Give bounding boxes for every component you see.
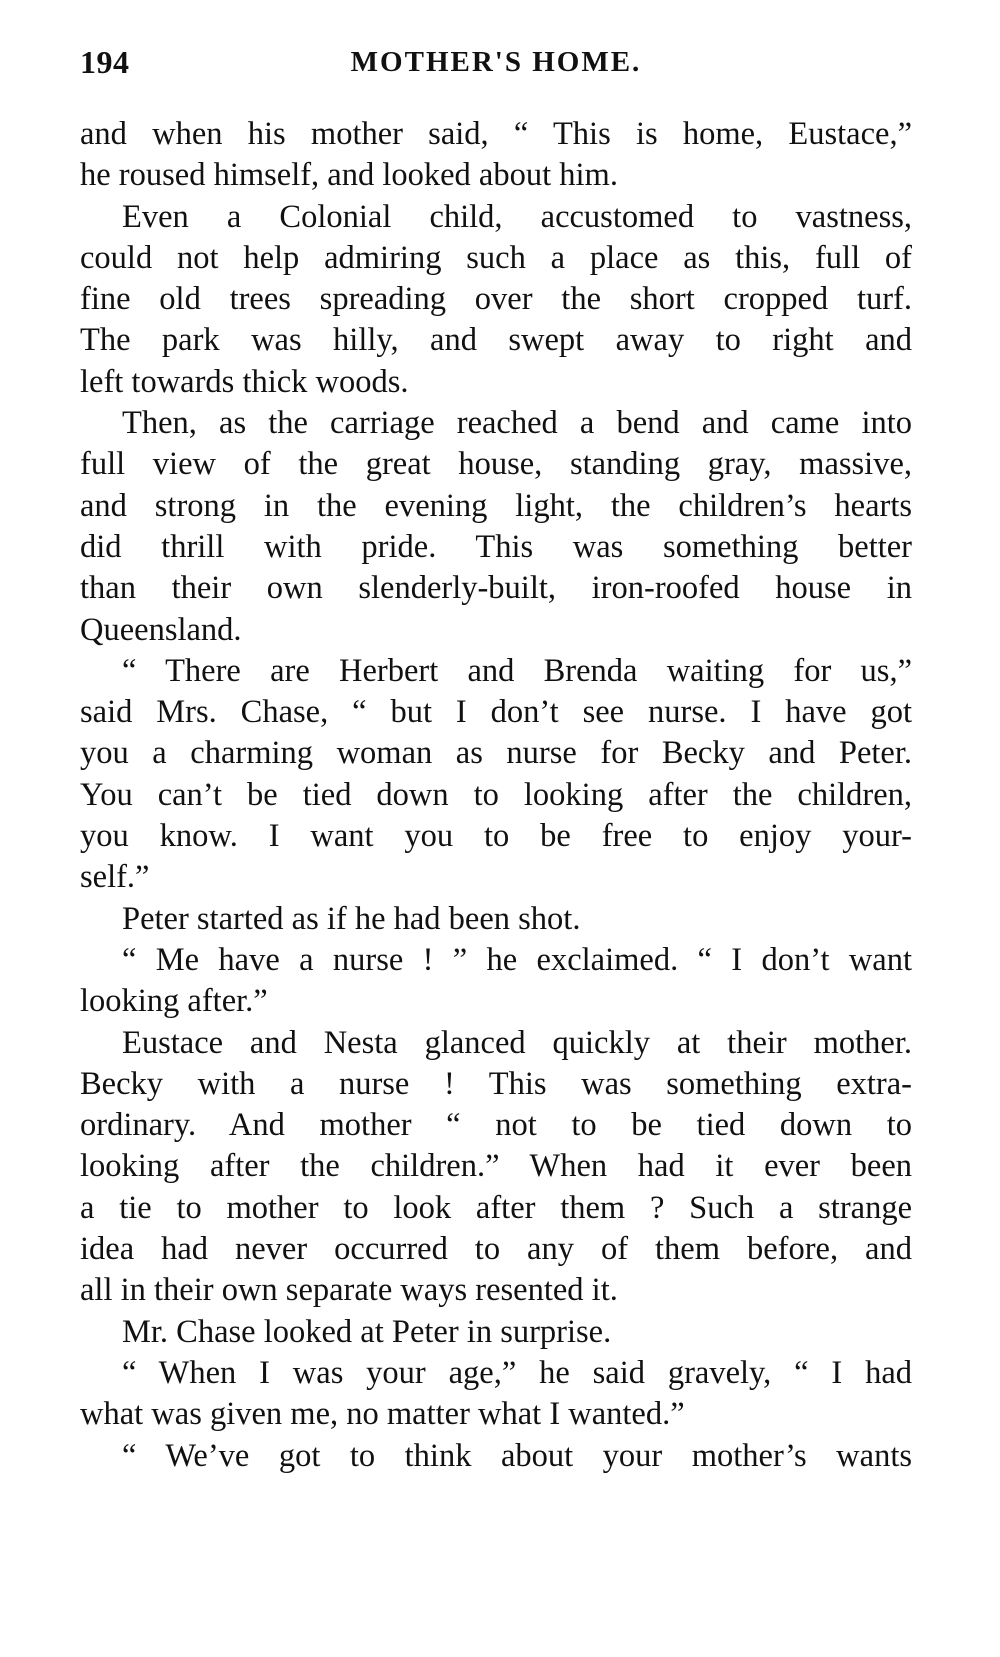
text-line: than their own slenderly-built, iron-roofed house in <box>80 570 912 607</box>
body-text <box>80 114 912 1477</box>
text-line: “ When I was your age,” he said gravely, “ I had <box>122 1354 912 1391</box>
text-line: and strong in the evening light, the children’s hearts <box>80 487 912 524</box>
page-number: 194 <box>80 44 130 80</box>
text-line: self.” <box>80 859 150 896</box>
running-head: MOTHER'S HOME. <box>350 46 642 78</box>
text-line: Even a Colonial child, accustomed to vastness, <box>122 198 912 235</box>
text-line: ordinary. And mother “ not to be tied down to <box>80 1107 912 1144</box>
text-line: could not help admiring such a place as this, full of <box>80 239 912 276</box>
text-line: all in their own separate ways resented it. <box>80 1272 618 1309</box>
text-line: “ Me have a nurse ! ” he exclaimed. “ I don’t want <box>122 941 912 978</box>
text-line: Eustace and Nesta glanced quickly at their mother. <box>122 1024 912 1061</box>
text-line: did thrill with pride. This was something better <box>80 528 912 565</box>
text-line: full view of the great house, standing gray, massive, <box>80 446 912 483</box>
text-line: Becky with a nurse ! This was something extra- <box>80 1065 912 1102</box>
text-line: you know. I want you to be free to enjoy your- <box>80 818 912 855</box>
text-line: left towards thick woods. <box>80 363 409 400</box>
page-header <box>80 44 912 94</box>
text-line: Then, as the carriage reached a bend and came into <box>122 405 912 442</box>
text-line: a tie to mother to look after them ? Such a strange <box>80 1189 912 1226</box>
text-line: “ We’ve got to think about your mother’s wants <box>122 1437 912 1474</box>
text-line: you a charming woman as nurse for Becky and Peter. <box>80 735 912 772</box>
text-line: Mr. Chase looked at Peter in surprise. <box>122 1313 612 1350</box>
text-line: You can’t be tied down to looking after the children, <box>80 776 912 813</box>
text-line: “ There are Herbert and Brenda waiting for us,” <box>122 652 912 689</box>
text-line: The park was hilly, and swept away to right and <box>80 322 912 359</box>
text-line: fine old trees spreading over the short cropped turf. <box>80 281 912 318</box>
text-line: what was given me, no matter what I wanted.” <box>80 1396 685 1433</box>
text-line: looking after.” <box>80 983 268 1020</box>
text-line: Peter started as if he had been shot. <box>122 900 581 937</box>
text-line: he roused himself, and looked about him. <box>80 157 618 194</box>
text-line: and when his mother said, “ This is home, Eustace,” <box>80 116 912 152</box>
text-line: said Mrs. Chase, “ but I don’t see nurse. I have got <box>80 694 912 731</box>
text-line: Queensland. <box>80 611 242 648</box>
text-line: looking after the children.” When had it ever been <box>80 1148 912 1185</box>
text-line: idea had never occurred to any of them before, and <box>80 1231 912 1268</box>
